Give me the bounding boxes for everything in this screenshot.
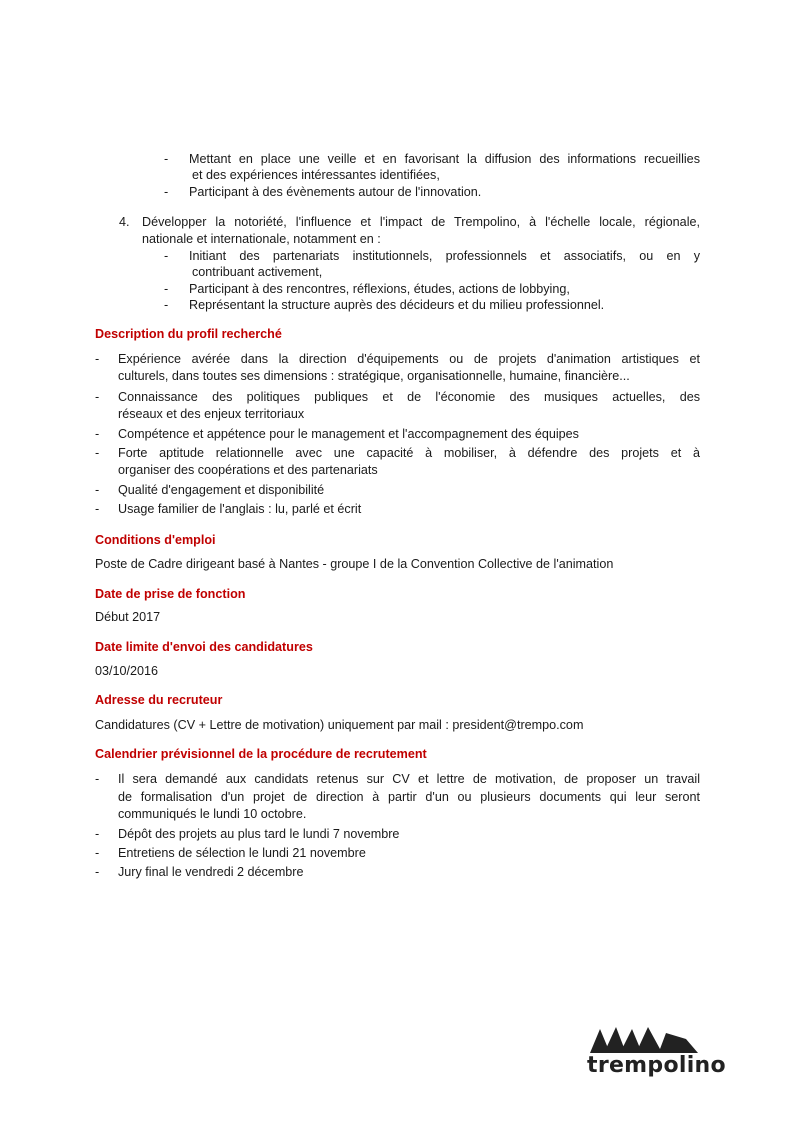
calendar-item-line: communiqués le lundi 10 octobre.	[118, 807, 307, 821]
profile-item-line: Forte aptitude relationnelle avec une capacité à mobiliser, à défendre des projets et à	[118, 446, 700, 460]
bullet-dash: -	[95, 446, 100, 460]
address-text: Candidatures (CV + Lettre de motivation) uniquement par mail : president@trempo.com	[95, 718, 584, 732]
calendar-item-line: Jury final le vendredi 2 décembre	[118, 865, 304, 879]
section-heading-deadline: Date limite d'envoi des candidatures	[95, 640, 313, 654]
bullet-dash: -	[164, 282, 169, 296]
profile-item-line: Expérience avérée dans la direction d'équipements ou de projets d'animation artistiques et	[118, 352, 700, 366]
list-number: 4.	[119, 215, 130, 229]
calendar-item-line: Dépôt des projets au plus tard le lundi 7 novembre	[118, 827, 400, 841]
sub-item-line: Représentant la structure auprès des décideurs et du milieu professionnel.	[189, 298, 605, 312]
bullet-dash: -	[95, 772, 100, 786]
list-item-line: nationale et internationale, notamment en :	[142, 232, 381, 246]
profile-item-line: culturels, dans toutes ses dimensions : stratégique, organisationnelle, humaine, financière...	[118, 369, 630, 383]
bullet-dash: -	[95, 827, 100, 841]
logo-wordmark: trempolino	[587, 1053, 726, 1078]
profile-item-line: organiser des coopérations et des partenariats	[118, 463, 378, 477]
bullet-dash: -	[164, 298, 169, 312]
bullet-dash: -	[95, 427, 100, 441]
list-item-line: Développer la notoriété, l'influence et l'impact de Trempolino, à l'échelle locale, régionale,	[142, 215, 700, 229]
bullet-dash: -	[95, 502, 100, 516]
sub-item-line: Mettant en place une veille et en favorisant la diffusion des informations recueillies	[189, 152, 700, 166]
sub-item-line: Initiant des partenariats institutionnels, professionnels et associatifs, ou en y	[189, 249, 700, 263]
bullet-dash: -	[95, 390, 100, 404]
bullet-dash: -	[164, 185, 169, 199]
sub-item-line: Participant à des rencontres, réflexions, études, actions de lobbying,	[189, 282, 570, 296]
section-heading-profile: Description du profil recherché	[95, 327, 282, 341]
calendar-item-line: Il sera demandé aux candidats retenus sur CV et lettre de motivation, de proposer un travail	[118, 772, 700, 786]
calendar-item-line: de formalisation d'un projet de direction à partir d'un ou plusieurs documents qui leur seront	[118, 790, 700, 804]
section-heading-conditions: Conditions d'emploi	[95, 533, 216, 547]
sub-item-line: Participant à des évènements autour de l'innovation.	[189, 185, 482, 199]
profile-item-line: Usage familier de l'anglais : lu, parlé et écrit	[118, 502, 362, 516]
section-heading-start-date: Date de prise de fonction	[95, 587, 246, 601]
profile-item-line: Qualité d'engagement et disponibilité	[118, 483, 325, 497]
bullet-dash: -	[164, 152, 169, 166]
bullet-dash: -	[95, 483, 100, 497]
profile-item-line: Connaissance des politiques publiques et de l'économie des musiques actuelles, des	[118, 390, 700, 404]
conditions-text: Poste de Cadre dirigeant basé à Nantes - groupe I de la Convention Collective de l'animation	[95, 557, 614, 571]
profile-item-line: Compétence et appétence pour le management et l'accompagnement des équipes	[118, 427, 579, 441]
start-date-text: Début 2017	[95, 610, 161, 624]
bullet-dash: -	[95, 865, 100, 879]
bullet-dash: -	[95, 352, 100, 366]
sub-item-line: et des expériences intéressantes identifiées,	[192, 168, 440, 182]
section-heading-calendar: Calendrier prévisionnel de la procédure de recrutement	[95, 747, 427, 761]
bullet-dash: -	[95, 846, 100, 860]
calendar-item-line: Entretiens de sélection le lundi 21 novembre	[118, 846, 366, 860]
deadline-text: 03/10/2016	[95, 664, 159, 678]
sub-item-line: contribuant activement,	[192, 265, 323, 279]
profile-item-line: réseaux et des enjeux territoriaux	[118, 407, 305, 421]
bullet-dash: -	[164, 249, 169, 263]
section-heading-address: Adresse du recruteur	[95, 693, 223, 707]
